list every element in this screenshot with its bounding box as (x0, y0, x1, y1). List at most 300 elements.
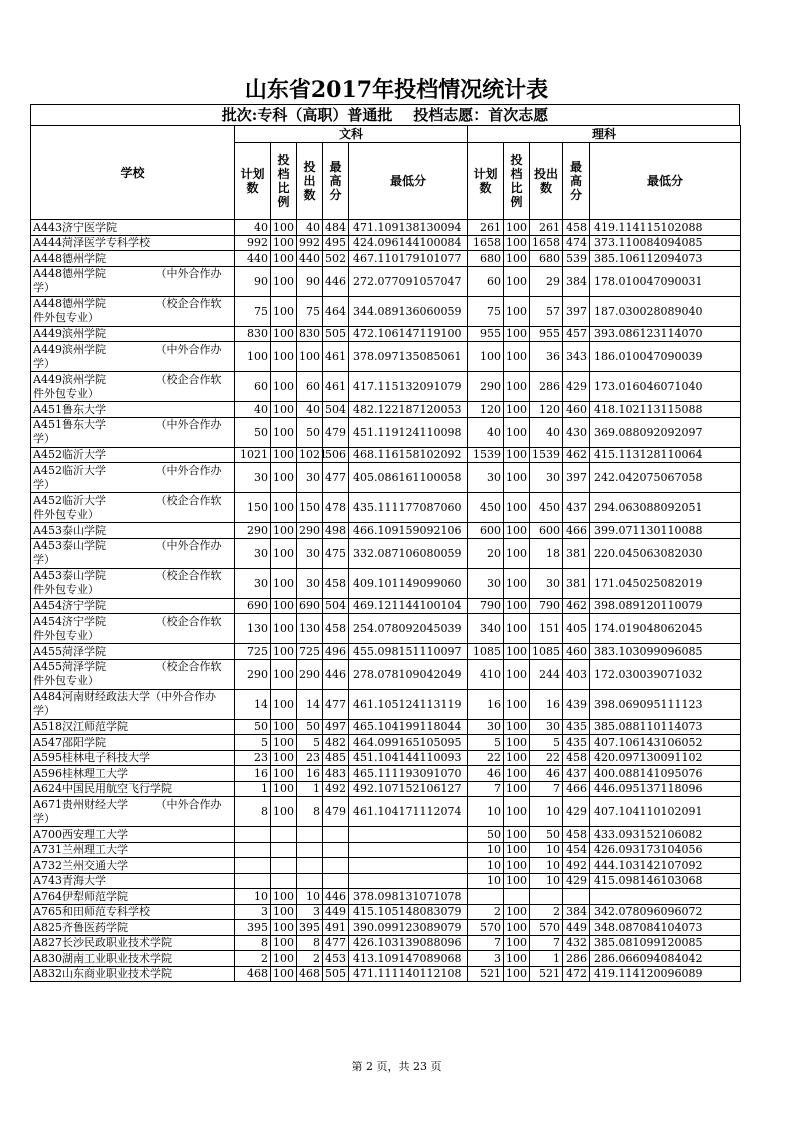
wenke-filed-cell: 290 (297, 523, 323, 539)
wenke-ratio-cell: 100 (271, 463, 297, 493)
table-row (31, 523, 741, 539)
like-min-cell: 186.010047090039 (590, 342, 741, 372)
table-row (31, 719, 741, 735)
wenke-max-cell: 492 (323, 781, 349, 797)
table-row (31, 935, 741, 951)
page-footer: 第 2 页，共 23 页 (351, 1060, 442, 1073)
school-name: A518汉江师范学院 (31, 719, 235, 735)
like-plan-cell: 7 (468, 781, 504, 797)
wenke-ratio-cell: 100 (271, 920, 297, 936)
like-filed-cell: 50 (530, 827, 563, 843)
wenke-min-cell: 451.119124110098 (349, 417, 468, 447)
like-ratio-cell: 100 (504, 659, 530, 689)
wenke-filed-cell (297, 827, 323, 843)
wenke-max-cell: 458 (323, 614, 349, 644)
wenke-filed-cell: 30 (297, 463, 323, 493)
wenke-filed-cell: 290 (297, 659, 323, 689)
wenke-ratio-cell: 100 (271, 598, 297, 614)
wenke-ratio-cell (271, 873, 297, 889)
like-filed-cell: 57 (530, 296, 563, 326)
wenke-min-cell (349, 842, 468, 858)
school-name: A830湖南工业职业技术学院 (31, 951, 235, 967)
wenke-filed-cell: 725 (297, 644, 323, 660)
like-ratio-cell (504, 889, 530, 905)
wenke-max-cell: 497 (323, 719, 349, 735)
table-row (31, 797, 741, 827)
table-row (31, 296, 741, 326)
like-min-cell: 178.010047090031 (590, 266, 741, 296)
like-max-cell: 492 (563, 858, 590, 874)
page-title: 山东省2017年投档情况统计表 (244, 77, 549, 103)
like-filed-cell: 1085 (530, 644, 563, 660)
wenke-filed-cell: 16 (297, 766, 323, 782)
table-row (31, 644, 741, 660)
table-row (31, 538, 741, 568)
wenke-plan-cell: 725 (235, 644, 271, 660)
wenke-ratio-cell: 100 (271, 935, 297, 951)
like-plan-cell: 340 (468, 614, 504, 644)
like-filed-cell: 36 (530, 342, 563, 372)
wenke-min-cell: 469.121144100104 (349, 598, 468, 614)
wenke-plan-cell: 150 (235, 493, 271, 523)
like-plan-cell (468, 889, 504, 905)
wenke-max-cell: 446 (323, 266, 349, 296)
table-row (31, 266, 741, 296)
school-name: A444菏泽医学专科学校 (31, 235, 235, 251)
wenke-min-cell: 465.111193091070 (349, 766, 468, 782)
like-min-cell: 444.103142107092 (590, 858, 741, 874)
wenke-min-cell: 409.101149099060 (349, 568, 468, 598)
like-max-cell: 462 (563, 598, 590, 614)
like-max-cell: 460 (563, 402, 590, 418)
wenke-min-cell: 344.089136060059 (349, 296, 468, 326)
like-plan-cell: 100 (468, 342, 504, 372)
wenke-min-cell: 464.099165105095 (349, 735, 468, 751)
wenke-min-cell (349, 827, 468, 843)
school-name: A448德州学院 （中外合作办学） (31, 266, 235, 296)
like-filed-cell: 30 (530, 568, 563, 598)
wenke-ratio-cell: 100 (271, 766, 297, 782)
like-filed-cell: 521 (530, 966, 563, 982)
wenke-min-cell: 461.104171112074 (349, 797, 468, 827)
wenke-header: 文科 (235, 126, 468, 143)
wenke-filed-cell: 690 (297, 598, 323, 614)
wenke-ratio-cell: 100 (271, 326, 297, 342)
wenke-max-cell (323, 873, 349, 889)
like-max-cell: 439 (563, 689, 590, 719)
school-name: A596桂林理工大学 (31, 766, 235, 782)
wenke-ratio-cell (271, 842, 297, 858)
wenke-max-cell: 496 (323, 644, 349, 660)
wenke-filed-cell: 2 (297, 951, 323, 967)
wenke-max-cell: 479 (323, 417, 349, 447)
wenke-plan-cell: 50 (235, 417, 271, 447)
wenke-filed-cell: 75 (297, 296, 323, 326)
wenke-max-cell: 479 (323, 797, 349, 827)
col-plan-wenke: 计划数 (235, 143, 271, 220)
like-filed-cell: 46 (530, 766, 563, 782)
wenke-max-cell: 477 (323, 689, 349, 719)
like-plan-cell: 450 (468, 493, 504, 523)
like-filed-cell: 286 (530, 372, 563, 402)
like-plan-cell: 40 (468, 417, 504, 447)
col-filed-like: 投出数 (530, 143, 563, 220)
wenke-max-cell: 495 (323, 235, 349, 251)
like-ratio-cell: 100 (504, 935, 530, 951)
like-filed-cell: 450 (530, 493, 563, 523)
school-name: A827长沙民政职业技术学院 (31, 935, 235, 951)
col-max-wenke: 最高分 (323, 143, 349, 220)
like-max-cell: 403 (563, 659, 590, 689)
wenke-plan-cell: 440 (235, 251, 271, 267)
like-filed-cell: 1658 (530, 235, 563, 251)
wenke-plan-cell: 40 (235, 402, 271, 418)
table-row (31, 326, 741, 342)
wenke-plan-cell (235, 827, 271, 843)
wenke-min-cell: 468.116158102092 (349, 447, 468, 463)
like-min-cell: 426.093173104056 (590, 842, 741, 858)
wenke-ratio-cell: 100 (271, 538, 297, 568)
wenke-min-cell (349, 873, 468, 889)
table-row (31, 827, 741, 843)
admission-table (30, 125, 741, 982)
like-filed-cell: 29 (530, 266, 563, 296)
wenke-max-cell: 484 (323, 220, 349, 236)
like-plan-cell: 1658 (468, 235, 504, 251)
like-filed-cell: 30 (530, 463, 563, 493)
like-plan-cell: 600 (468, 523, 504, 539)
like-filed-cell: 261 (530, 220, 563, 236)
like-filed-cell: 7 (530, 935, 563, 951)
like-ratio-cell: 100 (504, 842, 530, 858)
like-max-cell: 397 (563, 296, 590, 326)
like-plan-cell: 46 (468, 766, 504, 782)
wenke-ratio-cell: 100 (271, 797, 297, 827)
wenke-min-cell: 472.106147119100 (349, 326, 468, 342)
like-filed-cell (530, 889, 563, 905)
school-header: 学校 (31, 126, 235, 220)
wenke-plan-cell: 290 (235, 659, 271, 689)
wenke-filed-cell: 40 (297, 220, 323, 236)
like-max-cell: 474 (563, 235, 590, 251)
like-min-cell: 294.063088092051 (590, 493, 741, 523)
wenke-filed-cell: 3 (297, 904, 323, 920)
wenke-min-cell: 451.104144110093 (349, 750, 468, 766)
like-ratio-cell: 100 (504, 858, 530, 874)
school-name: A452临沂大学 （校企合作软件外包专业） (31, 493, 235, 523)
wenke-max-cell: 477 (323, 463, 349, 493)
like-plan-cell: 120 (468, 402, 504, 418)
wenke-filed-cell: 440 (297, 251, 323, 267)
like-max-cell: 458 (563, 827, 590, 843)
wenke-filed-cell: 5 (297, 735, 323, 751)
like-plan-cell: 30 (468, 568, 504, 598)
like-filed-cell: 151 (530, 614, 563, 644)
like-ratio-cell: 100 (504, 251, 530, 267)
like-filed-cell: 955 (530, 326, 563, 342)
wenke-plan-cell: 90 (235, 266, 271, 296)
like-max-cell: 384 (563, 904, 590, 920)
wenke-ratio-cell: 100 (271, 644, 297, 660)
wenke-min-cell: 426.103139088096 (349, 935, 468, 951)
like-ratio-cell: 100 (504, 493, 530, 523)
wenke-plan-cell: 23 (235, 750, 271, 766)
wenke-filed-cell: 10 (297, 889, 323, 905)
col-ratio-like: 投档比例 (504, 143, 530, 220)
school-name: A671贵州财经大学 （中外合作办学） (31, 797, 235, 827)
table-row (31, 372, 741, 402)
wenke-min-cell: 471.111140112108 (349, 966, 468, 982)
like-ratio-cell: 100 (504, 538, 530, 568)
col-ratio-wenke: 投档比例 (271, 143, 297, 220)
like-ratio-cell: 100 (504, 951, 530, 967)
like-ratio-cell: 100 (504, 614, 530, 644)
wenke-max-cell: 464 (323, 296, 349, 326)
like-plan-cell: 7 (468, 935, 504, 951)
wenke-ratio-cell: 100 (271, 402, 297, 418)
wenke-max-cell: 504 (323, 402, 349, 418)
like-filed-cell: 2 (530, 904, 563, 920)
wenke-filed-cell: 23 (297, 750, 323, 766)
like-ratio-cell: 100 (504, 447, 530, 463)
table-row (31, 858, 741, 874)
like-filed-cell: 7 (530, 781, 563, 797)
wenke-ratio-cell (271, 858, 297, 874)
wenke-ratio-cell: 100 (271, 523, 297, 539)
wenke-min-cell: 492.107152106127 (349, 781, 468, 797)
wenke-min-cell: 378.098131071078 (349, 889, 468, 905)
wenke-min-cell: 455.098151110097 (349, 644, 468, 660)
wenke-plan-cell: 16 (235, 766, 271, 782)
wenke-min-cell: 278.078109042049 (349, 659, 468, 689)
wenke-plan-cell: 30 (235, 568, 271, 598)
table-row (31, 463, 741, 493)
school-name: A454济宁学院 (31, 598, 235, 614)
wenke-ratio-cell: 100 (271, 372, 297, 402)
school-name: A449滨州学院 (31, 326, 235, 342)
school-name: A454济宁学院 （校企合作软件外包专业） (31, 614, 235, 644)
wenke-max-cell: 505 (323, 966, 349, 982)
wenke-min-cell: 405.086161100058 (349, 463, 468, 493)
like-filed-cell: 790 (530, 598, 563, 614)
table-row (31, 251, 741, 267)
wenke-max-cell (323, 858, 349, 874)
school-name: A453泰山学院 (31, 523, 235, 539)
school-name: A449滨州学院 （中外合作办学） (31, 342, 235, 372)
wenke-max-cell: 482 (323, 735, 349, 751)
table-row (31, 689, 741, 719)
like-filed-cell: 40 (530, 417, 563, 447)
wenke-plan-cell: 1 (235, 781, 271, 797)
batch-subtitle: 批次:专科（高职）普通批 投档志愿：首次志愿 (30, 104, 740, 125)
like-max-cell: 437 (563, 493, 590, 523)
wenke-max-cell: 477 (323, 935, 349, 951)
school-name: A700西安理工大学 (31, 827, 235, 843)
wenke-max-cell (323, 842, 349, 858)
wenke-filed-cell (297, 842, 323, 858)
wenke-filed-cell: 50 (297, 719, 323, 735)
like-ratio-cell: 100 (504, 463, 530, 493)
like-max-cell: 384 (563, 266, 590, 296)
like-ratio-cell: 100 (504, 523, 530, 539)
wenke-filed-cell (297, 873, 323, 889)
like-ratio-cell: 100 (504, 644, 530, 660)
school-name: A764伊犁师范学院 (31, 889, 235, 905)
like-plan-cell: 5 (468, 735, 504, 751)
like-max-cell: 343 (563, 342, 590, 372)
wenke-min-cell: 467.110179101077 (349, 251, 468, 267)
table-row (31, 659, 741, 689)
wenke-max-cell: 485 (323, 750, 349, 766)
like-min-cell: 220.045063082030 (590, 538, 741, 568)
table-row (31, 842, 741, 858)
like-filed-cell: 10 (530, 873, 563, 889)
like-ratio-cell: 100 (504, 873, 530, 889)
school-name: A451鲁东大学 （中外合作办学） (31, 417, 235, 447)
like-filed-cell: 5 (530, 735, 563, 751)
wenke-filed-cell: 8 (297, 935, 323, 951)
like-filed-cell: 1539 (530, 447, 563, 463)
like-max-cell: 435 (563, 719, 590, 735)
like-plan-cell: 60 (468, 266, 504, 296)
wenke-max-cell (323, 827, 349, 843)
table-row (31, 220, 741, 236)
like-max-cell: 381 (563, 568, 590, 598)
wenke-filed-cell: 40 (297, 402, 323, 418)
wenke-ratio-cell: 100 (271, 493, 297, 523)
col-filed-wenke: 投出数 (297, 143, 323, 220)
like-min-cell: 399.071130110088 (590, 523, 741, 539)
wenke-filed-cell: 1 (297, 781, 323, 797)
like-max-cell: 466 (563, 781, 590, 797)
like-filed-cell: 10 (530, 858, 563, 874)
like-plan-cell: 790 (468, 598, 504, 614)
wenke-filed-cell: 30 (297, 538, 323, 568)
wenke-max-cell: 461 (323, 342, 349, 372)
like-plan-cell: 3 (468, 951, 504, 967)
like-min-cell: 373.110084094085 (590, 235, 741, 251)
like-min-cell: 398.089120110079 (590, 598, 741, 614)
like-min-cell: 433.093152106082 (590, 827, 741, 843)
wenke-plan-cell: 8 (235, 797, 271, 827)
wenke-plan-cell: 5 (235, 735, 271, 751)
like-ratio-cell: 100 (504, 781, 530, 797)
like-ratio-cell: 100 (504, 296, 530, 326)
wenke-min-cell: 378.097135085061 (349, 342, 468, 372)
like-filed-cell: 10 (530, 797, 563, 827)
wenke-filed-cell: 60 (297, 372, 323, 402)
wenke-filed-cell: 830 (297, 326, 323, 342)
like-plan-cell: 261 (468, 220, 504, 236)
wenke-max-cell: 446 (323, 659, 349, 689)
like-plan-cell: 30 (468, 719, 504, 735)
like-ratio-cell: 100 (504, 966, 530, 982)
like-max-cell: 429 (563, 873, 590, 889)
wenke-ratio-cell: 100 (271, 750, 297, 766)
wenke-plan-cell: 8 (235, 935, 271, 951)
table-row (31, 447, 741, 463)
wenke-max-cell: 461 (323, 372, 349, 402)
like-min-cell: 174.019048062045 (590, 614, 741, 644)
like-ratio-cell: 100 (504, 235, 530, 251)
like-plan-cell: 680 (468, 251, 504, 267)
wenke-min-cell: 482.122187120053 (349, 402, 468, 418)
wenke-plan-cell (235, 858, 271, 874)
wenke-plan-cell: 14 (235, 689, 271, 719)
wenke-ratio-cell: 100 (271, 251, 297, 267)
like-plan-cell: 410 (468, 659, 504, 689)
wenke-max-cell: 502 (323, 251, 349, 267)
like-filed-cell: 600 (530, 523, 563, 539)
like-plan-cell: 30 (468, 463, 504, 493)
wenke-plan-cell: 100 (235, 342, 271, 372)
wenke-max-cell: 458 (323, 568, 349, 598)
school-name: A624中国民用航空飞行学院 (31, 781, 235, 797)
like-filed-cell: 18 (530, 538, 563, 568)
table-row (31, 568, 741, 598)
like-min-cell: 398.069095111123 (590, 689, 741, 719)
wenke-filed-cell: 130 (297, 614, 323, 644)
wenke-filed-cell: 100 (297, 342, 323, 372)
like-filed-cell: 120 (530, 402, 563, 418)
like-max-cell: 432 (563, 935, 590, 951)
like-max-cell: 397 (563, 463, 590, 493)
table-row (31, 598, 741, 614)
like-min-cell: 369.088092092097 (590, 417, 741, 447)
wenke-max-cell: 483 (323, 766, 349, 782)
like-plan-cell: 16 (468, 689, 504, 719)
wenke-ratio-cell: 100 (271, 689, 297, 719)
like-plan-cell: 10 (468, 842, 504, 858)
wenke-plan-cell: 290 (235, 523, 271, 539)
like-ratio-cell: 100 (504, 827, 530, 843)
like-max-cell: 405 (563, 614, 590, 644)
like-min-cell: 385.088110114073 (590, 719, 741, 735)
wenke-min-cell: 466.109159092106 (349, 523, 468, 539)
wenke-max-cell: 506 (323, 447, 349, 463)
school-name: A448德州学院 (31, 251, 235, 267)
like-min-cell: 342.078096096072 (590, 904, 741, 920)
table-row (31, 920, 741, 936)
wenke-min-cell: 415.105148083079 (349, 904, 468, 920)
like-plan-cell: 10 (468, 858, 504, 874)
like-min-cell: 385.081099120085 (590, 935, 741, 951)
school-name: A455菏泽学院 (31, 644, 235, 660)
like-min-cell: 383.103099096085 (590, 644, 741, 660)
wenke-filed-cell: 1021 (297, 447, 323, 463)
like-ratio-cell: 100 (504, 372, 530, 402)
school-name: A825齐鲁医药学院 (31, 920, 235, 936)
like-plan-cell: 50 (468, 827, 504, 843)
like-min-cell: 419.114120096089 (590, 966, 741, 982)
like-plan-cell: 570 (468, 920, 504, 936)
wenke-ratio-cell: 100 (271, 735, 297, 751)
like-ratio-cell: 100 (504, 220, 530, 236)
like-filed-cell: 30 (530, 719, 563, 735)
wenke-plan-cell: 830 (235, 326, 271, 342)
school-name: A452临沂大学 （中外合作办学） (31, 463, 235, 493)
wenke-min-cell: 390.099123089079 (349, 920, 468, 936)
like-max-cell: 429 (563, 797, 590, 827)
like-min-cell: 400.088141095076 (590, 766, 741, 782)
like-min-cell: 415.113128110064 (590, 447, 741, 463)
wenke-filed-cell (297, 858, 323, 874)
table-row (31, 417, 741, 447)
col-min-like: 最低分 (590, 143, 741, 220)
like-max-cell: 435 (563, 735, 590, 751)
table-row (31, 766, 741, 782)
like-plan-cell: 290 (468, 372, 504, 402)
